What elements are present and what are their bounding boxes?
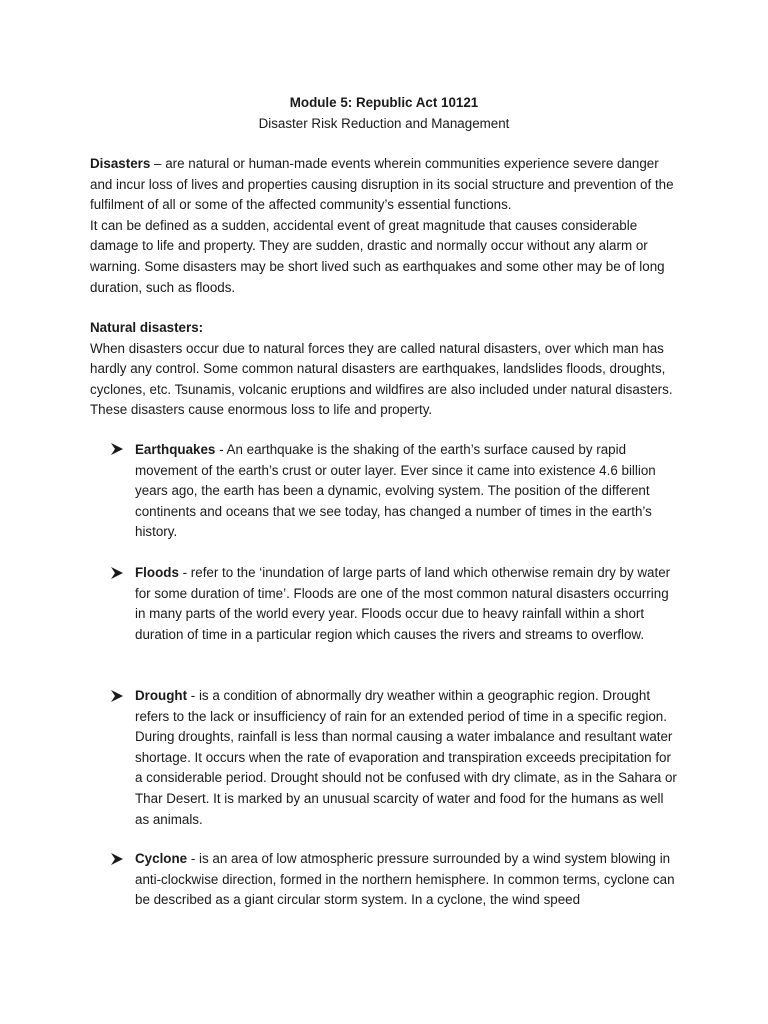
earthquakes-text: - An earthquake is the shaking of the earth’s surface caused by rapid movement of the earth’s crust or outer layer. Ever since it came into existence 4.6 billion years ago, the earth has been a dynamic, evolving system. The position of the different continents and oceans that we see today, has changed a number of times in the earth’s history. <box>135 442 656 540</box>
document-title: Module 5: Republic Act 10121 <box>289 95 479 110</box>
disasters-definition <box>90 154 680 216</box>
document-subtitle: Disaster Risk Reduction and Management <box>258 116 510 131</box>
list-item-cyclone <box>135 849 680 911</box>
arrow-bullet-icon <box>110 852 124 866</box>
list-item-floods <box>135 563 680 645</box>
natural-disasters-body: When disasters occur due to natural forces they are called natural disasters, over which man has hardly any control. Some common natural disasters are earthquakes, landslides floods, droughts, cyclones, etc. Tsunamis, volcanic eruptions and wildfires are also included under natural disasters. These disasters cause enormous loss to life and property. <box>90 340 673 418</box>
floods-term: Floods <box>135 565 179 580</box>
floods-text: - refer to the ‘inundation of large parts of land which otherwise remain dry by water for some duration of time’. Floods are one of the most common natural disasters occurring in many parts of the world every year. Floods occur due to heavy rainfall within a short duration of time in a particular region which causes the rivers and streams to overflow. <box>135 565 671 642</box>
disasters-definition-text: – are natural or human-made events wherein communities experience severe danger and incur loss of lives and properties causing disruption in its social structure and prevention of the fulfilment of all or some of the affected community’s essential functions. <box>90 156 674 213</box>
cyclone-text: - is an area of low atmospheric pressure surrounded by a wind system blowing in anti-clockwise direction, formed in the northern hemisphere. In common terms, cyclone can be described as a giant circular storm system. In a cyclone, the wind speed <box>135 851 675 908</box>
arrow-bullet-icon <box>110 689 124 703</box>
disasters-section <box>90 154 680 298</box>
disasters-term: Disasters <box>90 156 151 171</box>
disasters-paragraph-2: It can be defined as a sudden, accidental event of great magnitude that causes considerable damage to life and property. They are sudden, drastic and normally occur without any alarm or warning. Some disasters may be short lived such as earthquakes and some other may be of long duration, such as floods. <box>90 217 665 295</box>
list-item-drought <box>135 686 680 830</box>
earthquakes-term: Earthquakes <box>135 442 216 457</box>
arrow-bullet-icon <box>110 566 124 580</box>
drought-term: Drought <box>135 688 188 703</box>
cyclone-term: Cyclone <box>135 851 188 866</box>
arrow-bullet-icon <box>110 442 124 456</box>
natural-disasters-section <box>90 318 680 421</box>
drought-text: - is a condition of abnormally dry weather within a geographic region. Drought refers to the lack or insufficiency of rain for an extended period of time in a specific region. During droughts, rainfall is less than normal causing a water imbalance and resultant water shortage. It occurs when the rate of evaporation and transpiration exceeds precipitation for a considerable period. Drought should not be confused with dry climate, as in the Sahara or Thar Desert. It is marked by an unusual scarcity of water and food for the humans as well as animals. <box>135 688 677 827</box>
list-item-earthquakes <box>135 440 680 543</box>
natural-disasters-heading: Natural disasters: <box>90 320 204 335</box>
